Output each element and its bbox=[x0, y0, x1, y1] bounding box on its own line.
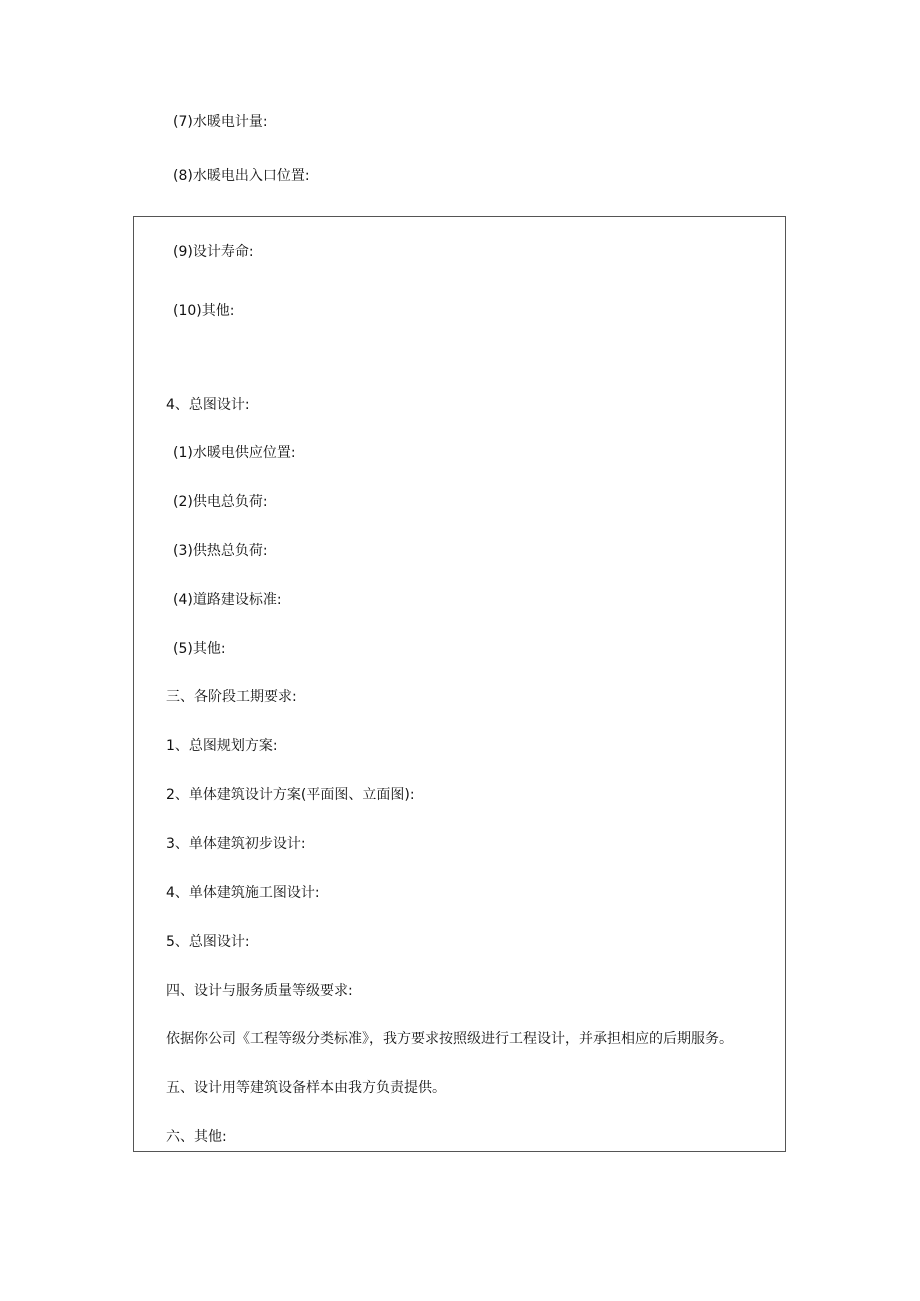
section-3-schedule-heading: 三、各阶段工期要求: bbox=[166, 689, 297, 705]
item-7-utility-metering: (7)水暖电计量: bbox=[173, 114, 268, 130]
schedule-item-3: 3、单体建筑初步设计: bbox=[166, 836, 306, 852]
section-6-other-heading: 六、其他: bbox=[166, 1129, 227, 1145]
section-5-samples-text: 五、设计用等建筑设备样本由我方负责提供。 bbox=[166, 1080, 446, 1096]
item-10-other: (10)其他: bbox=[173, 303, 235, 319]
section-4-quality-heading: 四、设计与服务质量等级要求: bbox=[166, 983, 353, 999]
site-item-3-heat-load: (3)供热总负荷: bbox=[173, 543, 268, 559]
schedule-item-5: 5、总图设计: bbox=[166, 934, 250, 950]
site-item-4-road-standard: (4)道路建设标准: bbox=[173, 592, 282, 608]
site-item-1-supply-position: (1)水暖电供应位置: bbox=[173, 445, 296, 461]
schedule-item-2: 2、单体建筑设计方案(平面图、立面图): bbox=[166, 787, 415, 803]
site-item-5-other: (5)其他: bbox=[173, 641, 226, 657]
quality-requirement-text: 依据你公司《工程等级分类标准》，我方要求按照级进行工程设计，并承担相应的后期服务。 bbox=[166, 1031, 733, 1047]
site-item-2-power-load: (2)供电总负荷: bbox=[173, 494, 268, 510]
item-8-utility-entry-position: (8)水暖电出入口位置: bbox=[173, 168, 310, 184]
schedule-item-1: 1、总图规划方案: bbox=[166, 738, 278, 754]
section-4-site-plan-heading: 4、总图设计: bbox=[166, 397, 250, 413]
item-9-design-life: (9)设计寿命: bbox=[173, 244, 254, 260]
schedule-item-4: 4、单体建筑施工图设计: bbox=[166, 885, 320, 901]
form-frame bbox=[133, 216, 786, 1152]
